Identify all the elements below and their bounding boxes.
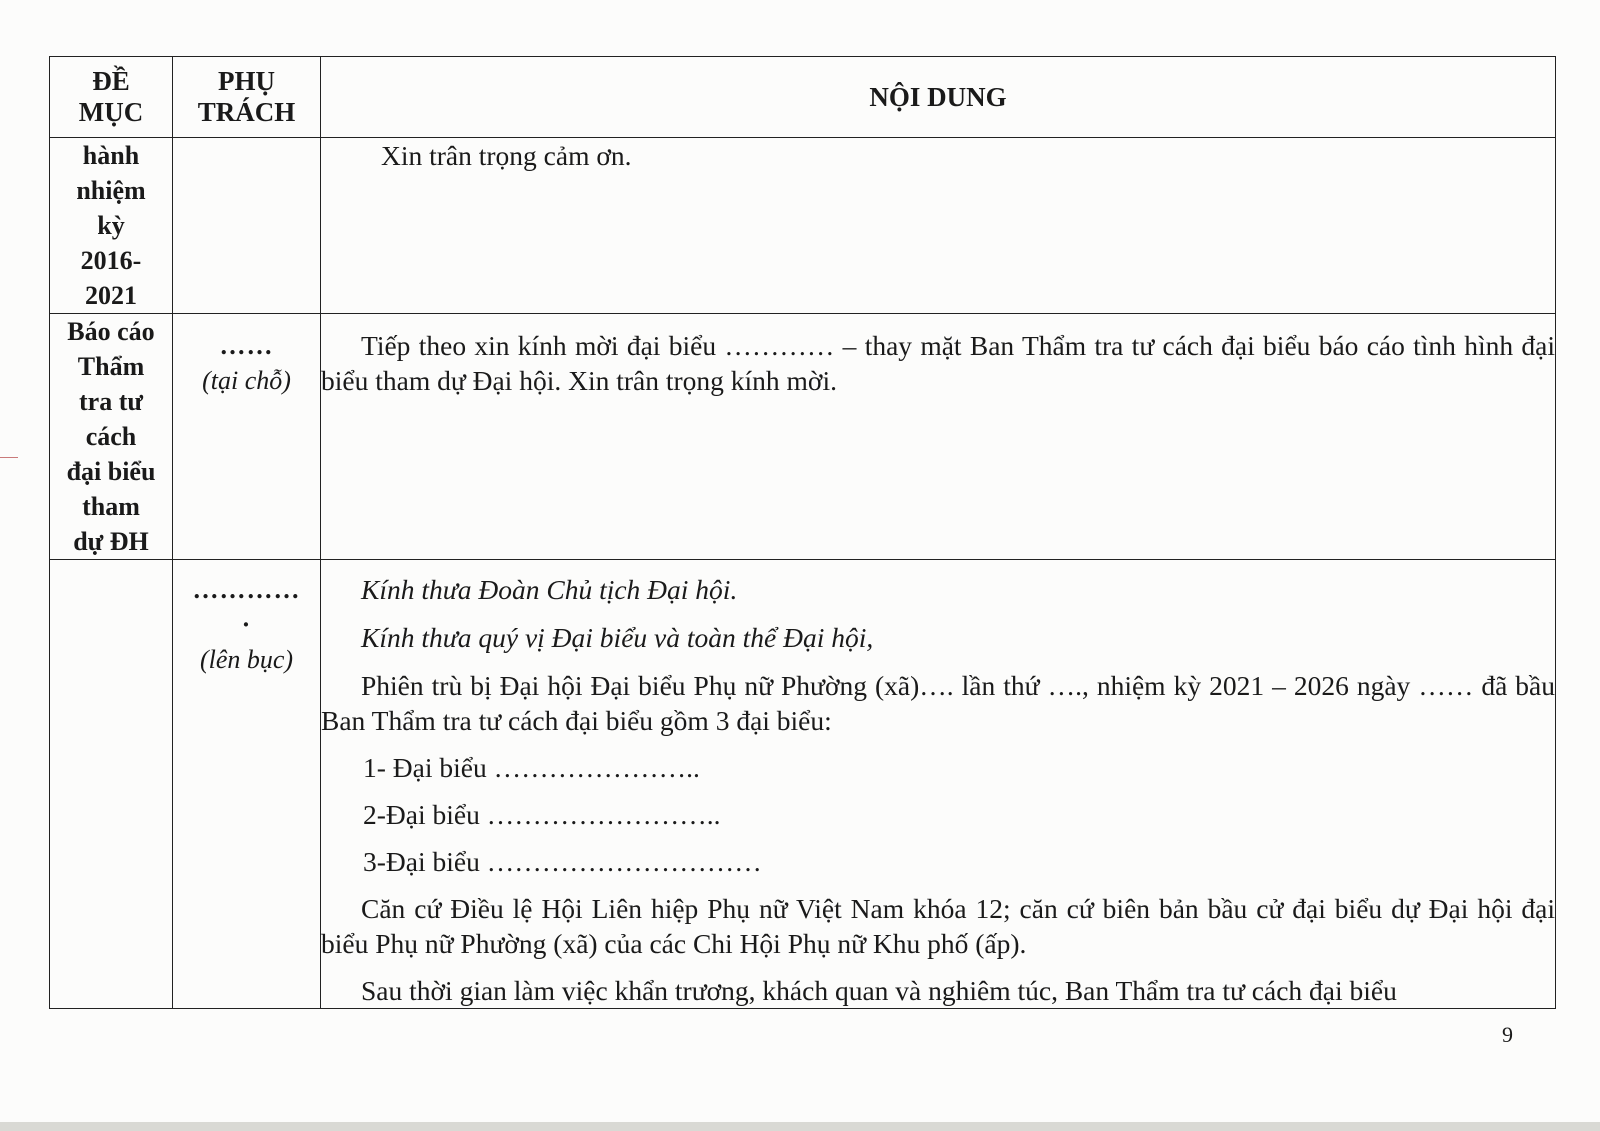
header-noi-dung: NỘI DUNG bbox=[321, 57, 1556, 138]
header-de-muc-line2: MỤC bbox=[78, 97, 144, 127]
delegate-list-item: 2-Đại biểu …………………….. bbox=[363, 799, 721, 830]
table-row bbox=[50, 314, 1556, 560]
row2-responsible-placeholder: …… bbox=[219, 331, 274, 360]
row3-paragraph-session: Phiên trù bị Đại hội Đại biểu Phụ nữ Phường (xã)…. lần thứ …., nhiệm kỳ 2021 – 2026 ngày …… đã bầu Ban Thẩm tra tư cách đại biểu gồm 3 đại biểu: bbox=[321, 670, 1555, 736]
header-row bbox=[50, 57, 1556, 138]
row1-title-line: hành bbox=[82, 141, 140, 170]
row2-title-line: cách bbox=[85, 422, 137, 451]
row2-responsible-role: (tại chỗ) bbox=[202, 366, 291, 395]
table-row bbox=[50, 138, 1556, 314]
scan-edge-mark bbox=[0, 457, 18, 458]
row2-title-line: Thẩm bbox=[77, 352, 145, 381]
row1-title-line: kỳ bbox=[97, 211, 125, 240]
greeting-presidium: Kính thưa Đoàn Chủ tịch Đại hội. bbox=[361, 574, 738, 605]
row3-responsible-placeholder-dot: · bbox=[241, 610, 252, 639]
row1-title bbox=[50, 138, 173, 314]
row2-title-line: đại biểu bbox=[66, 457, 156, 486]
row3-responsible-role: (lên bục) bbox=[199, 645, 294, 674]
row2-responsible bbox=[173, 314, 321, 560]
row2-title-line: Báo cáo bbox=[67, 317, 155, 346]
row1-title-line: 2016- bbox=[80, 246, 142, 275]
row1-content bbox=[321, 138, 1556, 314]
header-phu-trach-line2: TRÁCH bbox=[197, 97, 296, 127]
header-phu-trach-line1: PHỤ bbox=[218, 66, 275, 96]
row3-paragraph-review: Sau thời gian làm việc khẩn trương, khách quan và nghiêm túc, Ban Thẩm tra tư cách đại biểu bbox=[361, 975, 1397, 1006]
delegate-list-item: 1- Đại biểu ………………….. bbox=[363, 752, 700, 783]
row2-title bbox=[50, 314, 173, 560]
row3-responsible bbox=[173, 560, 321, 1009]
row1-responsible bbox=[173, 138, 321, 314]
row3-responsible-placeholder: ………… bbox=[192, 575, 301, 604]
row2-content bbox=[321, 314, 1556, 560]
header-phu-trach bbox=[173, 57, 321, 138]
page-number: 9 bbox=[1502, 1022, 1513, 1047]
header-de-muc bbox=[50, 57, 173, 138]
header-de-muc-line1: ĐỀ bbox=[92, 66, 130, 96]
row2-title-line: dự ĐH bbox=[73, 527, 149, 556]
row2-title-line: tra tư bbox=[79, 387, 143, 416]
program-table bbox=[49, 56, 1556, 1009]
row3-title bbox=[50, 560, 173, 1009]
row2-title-line: tham bbox=[82, 492, 140, 521]
row1-title-line: 2021 bbox=[85, 281, 137, 310]
scan-bottom-strip bbox=[0, 1122, 1600, 1131]
row3-content bbox=[321, 560, 1556, 1009]
row1-title-line: nhiệm bbox=[76, 176, 146, 205]
greeting-delegates: Kính thưa quý vị Đại biểu và toàn thể Đại hội, bbox=[361, 622, 874, 653]
row3-paragraph-basis: Căn cứ Điều lệ Hội Liên hiệp Phụ nữ Việt Nam khóa 12; căn cứ biên bản bầu cử đại biểu dự Đại hội đại biểu Phụ nữ Phường (xã) của các Chi Hội Phụ nữ Khu phố (ấp). bbox=[321, 893, 1555, 959]
row1-paragraph: Xin trân trọng cảm ơn. bbox=[381, 140, 632, 171]
table-row bbox=[50, 560, 1556, 1009]
delegate-list-item: 3-Đại biểu ………………………… bbox=[363, 846, 762, 877]
row2-paragraph: Tiếp theo xin kính mời đại biểu ………… – thay mặt Ban Thẩm tra tư cách đại biểu báo cáo tình hình đại biểu tham dự Đại hội. Xin trân trọng kính mời. bbox=[321, 330, 1555, 396]
